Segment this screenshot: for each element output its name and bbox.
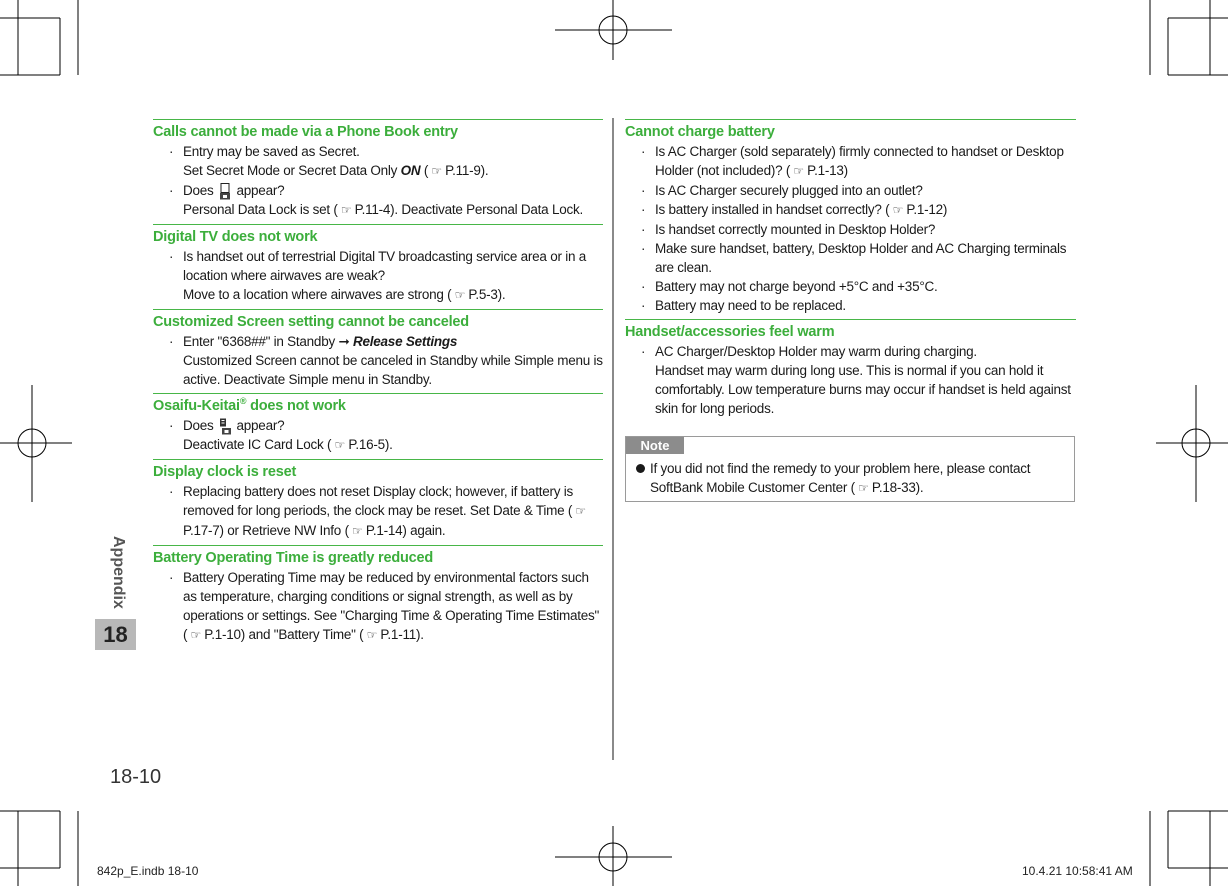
list-item: · Battery may not charge beyond +5°C and +35°C. [641, 279, 938, 294]
list-item: · Is handset out of terrestrial Digital TV broadcasting service area or in a location where airwaves are weak? Move to a location where airwaves are strong ( ☞ P.5-3). [153, 247, 603, 305]
section-heading: Display clock is reset [153, 464, 297, 480]
reference-icon: ☞ [793, 164, 804, 178]
list-item: · AC Charger/Desktop Holder may warm during charging. Handset may warm during long use. This is normal if you can hold it comfortably. Low temperature burns may occur if handset is held against skin for long periods. [641, 344, 1071, 416]
bullet: · [641, 298, 646, 313]
list-item: · Is battery installed in handset correctly? ( ☞ P.1-12) [625, 200, 1076, 220]
reference-icon: ☞ [340, 203, 352, 217]
bullet: · [641, 202, 646, 217]
list-item: · Entry may be saved as Secret. Set Secret Mode or Secret Data Only ON ( ☞ P.11-9). [153, 142, 603, 181]
ic-card-lock-icon [219, 418, 231, 435]
section-heading: Handset/accessories feel warm [625, 324, 835, 340]
reference-icon: ☞ [190, 628, 201, 642]
bullet: · [641, 344, 646, 359]
section-feel-warm [625, 319, 1076, 418]
bullet: · [641, 144, 646, 159]
list-item: · Does appear? Deactivate IC Card Lock ( ☞ P.16-5). [153, 416, 603, 455]
note-box [625, 436, 1075, 502]
bullet: · [169, 570, 174, 585]
page-number: 18-10 [110, 766, 162, 788]
bullet: · [169, 484, 174, 499]
chapter-number: 18 [95, 619, 136, 650]
reference-icon: ☞ [858, 481, 869, 495]
list-item: · Battery may need to be replaced. [641, 298, 846, 313]
section-display-clock [153, 459, 603, 541]
section-heading: Osaifu-Keitai® does not work [153, 396, 346, 414]
reference-icon: ☞ [334, 438, 346, 452]
section-battery-time [153, 545, 603, 645]
bullet-dot-icon [636, 464, 645, 473]
bullet: · [641, 241, 646, 256]
bullet: · [169, 144, 174, 159]
reference-icon: ☞ [575, 504, 586, 518]
section-heading: Cannot charge battery [625, 124, 775, 140]
section-cannot-charge [625, 119, 1076, 315]
reference-icon: ☞ [352, 524, 363, 538]
section-phonebook [153, 119, 603, 220]
reference-icon: ☞ [366, 628, 378, 642]
section-heading: Customized Screen setting cannot be canceled [153, 314, 469, 330]
section-customized-screen [153, 309, 603, 389]
list-item: · Is handset correctly mounted in Desktop Holder? [641, 222, 936, 237]
list-item: · Does appear? Personal Data Lock is set ( ☞ P.11-4). Deactivate Personal Data Lock. [153, 181, 603, 220]
reference-icon: ☞ [431, 164, 442, 178]
list-item: · Replacing battery does not reset Display clock; however, if battery is removed for long periods, the clock may be reset. Set Date & Time ( ☞P.17-7) or Retrieve NW Info ( ☞ P.1-14) again. [153, 482, 603, 541]
list-item: · Enter "6368##" in Standby ➞ Release Settings Customized Screen cannot be canceled in Standby while Simple menu is active. Deactivate Simple menu in Standby. [169, 334, 603, 387]
list-item: · Battery Operating Time may be reduced by environmental factors such as temperature, charging conditions or signal strength, as well as by operations or settings. See "Charging Time & Operating Time Estimates" ( ☞ P.1-10) and "Battery Time" ( ☞ P.1-11). [153, 568, 603, 645]
bullet: · [641, 279, 646, 294]
bullet: · [169, 249, 174, 264]
list-item: · Is AC Charger (sold separately) firmly connected to handset or Desktop Holder (not included)? ( ☞ P.1-13) [625, 142, 1076, 181]
left-column [153, 119, 603, 649]
reference-icon: ☞ [892, 203, 904, 217]
bullet: · [641, 222, 646, 237]
list-item: · Make sure handset, battery, Desktop Holder and AC Charging terminals are clean. [641, 241, 1067, 275]
bullet: · [169, 183, 174, 198]
note-text: If you did not find the remedy to your problem here, please contact SoftBank Mobile Customer Center ( ☞ P.18-33). [650, 459, 1070, 498]
footer-timestamp: 10.4.21 10:58:41 AM [1022, 864, 1133, 878]
arrow-icon: ➞ [338, 334, 350, 349]
right-column [625, 119, 1076, 422]
personal-data-lock-icon [219, 183, 231, 200]
reference-icon: ☞ [454, 288, 466, 302]
bullet: · [169, 334, 174, 349]
bullet: · [169, 418, 174, 433]
section-heading: Battery Operating Time is greatly reduced [153, 550, 434, 566]
bullet: · [641, 183, 646, 198]
section-heading: Calls cannot be made via a Phone Book entry [153, 124, 458, 140]
section-osaifu-keitai [153, 393, 603, 455]
note-label: Note [626, 437, 684, 454]
footer-file-info: 842p_E.indb 18-10 [97, 864, 199, 878]
section-digital-tv [153, 224, 603, 305]
list-item: · Is AC Charger securely plugged into an outlet? [641, 183, 923, 198]
section-heading: Digital TV does not work [153, 229, 318, 245]
chapter-side-label: Appendix [110, 536, 127, 609]
